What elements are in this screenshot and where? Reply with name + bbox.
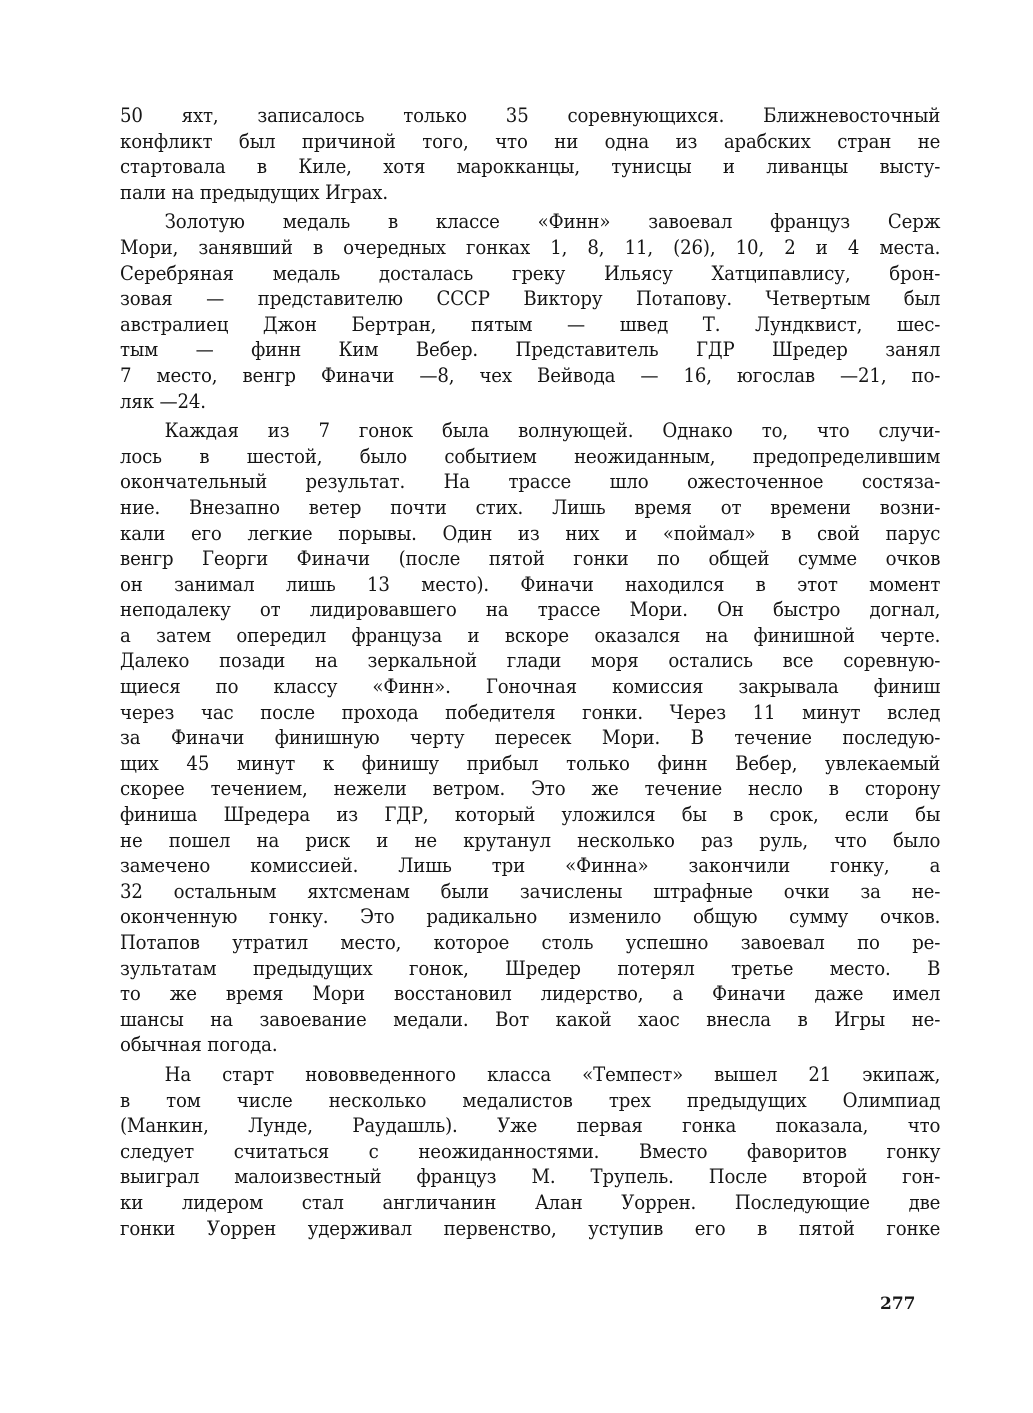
text-line: щиеся по классу «Финн». Гоночная комиссия закрывала финиш <box>120 675 941 699</box>
text-line: австралиец Джон Бертран, пятым — швед Т. Лундквист, шес- <box>120 312 941 336</box>
text-line: скорее течением, нежели ветром. Это же течение несло в сторону <box>120 777 941 801</box>
paragraph-4 <box>120 1062 940 1241</box>
text-line: неподалеку от лидировавшего на трассе Мори. Он быстро догнал, <box>120 598 941 622</box>
text-line: замечено комиссией. Лишь три «Финна» закончили гонку, а <box>120 854 941 878</box>
text-line: Золотую медаль в классе «Финн» завоевал француз Серж <box>164 210 941 234</box>
text-line: шансы на завоевание медали. Вот какой хаос внесла в Игры не- <box>120 1007 941 1031</box>
text-line: выиграл малоизвестный француз М. Трупель. После второй гон- <box>120 1165 941 1189</box>
text-line: в том числе несколько медалистов трех предыдущих Олимпиад <box>120 1088 941 1112</box>
text-line: стартовала в Киле, хотя марокканцы, тунисцы и ливанцы высту- <box>120 155 941 179</box>
text-line: финиша Шредера из ГДР, который уложился бы в срок, если бы <box>120 803 941 827</box>
text-line: венгр Георги Финачи (после пятой гонки по общей сумме очков <box>120 547 941 571</box>
text-line: окончательный результат. На трассе шло ожесточенное состяза- <box>120 470 941 494</box>
text-line: 7 место, венгр Финачи —8, чех Вейвода — 16, югослав —21, по- <box>120 363 941 387</box>
text-line: гонки Уоррен удерживал первенство, уступив его в пятой гонке <box>120 1216 941 1240</box>
text-line: Мори, занявший в очередных гонках 1, 8, 11, (26), 10, 2 и 4 места. <box>120 235 941 259</box>
text-line: тым — финн Ким Вебер. Представитель ГДР Шредер занял <box>120 338 941 362</box>
text-line: то же время Мори восстановил лидерство, а Финачи даже имел <box>120 982 941 1006</box>
text-line: конфликт был причиной того, что ни одна из арабских стран не <box>120 129 941 153</box>
text-line: оконченную гонку. Это радикально изменило общую сумму очков. <box>120 905 941 929</box>
text-line: Далеко позади на зеркальной глади моря остались все соревную- <box>120 649 941 673</box>
paragraph-2 <box>120 209 940 414</box>
text-line: за Финачи финишную черту пересек Мори. В течение последую- <box>120 726 941 750</box>
text-line: Потапов утратил место, которое столь успешно завоевал по ре- <box>120 931 941 954</box>
text-line: зовая — представителю СССР Виктору Потапову. Четвертым был <box>120 287 941 311</box>
paragraph-3 <box>120 418 940 1058</box>
text-line: 50 яхт, записалось только 35 соревнующихся. Ближневосточный <box>120 104 941 127</box>
page-number: 277 <box>880 1294 916 1314</box>
text-line: Каждая из 7 гонок была волнующей. Однако то, что случи- <box>164 419 941 443</box>
text-line: через час после прохода победителя гонки. Через 11 минут вслед <box>120 700 941 724</box>
text-line: На старт нововведенного класса «Темпест» вышел 21 экипаж, <box>164 1062 941 1086</box>
text-line: щих 45 минут к финишу прибыл только финн Вебер, увлекаемый <box>120 751 941 775</box>
text-line: лось в шестой, было событием неожиданным, предопределившим <box>120 444 941 468</box>
text-line: он занимал лишь 13 место). Финачи находился в этот момент <box>120 572 941 596</box>
text-line: ки лидером стал англичанин Алан Уоррен. Последующие две <box>120 1190 941 1214</box>
text-line: кали его легкие порывы. Один из них и «поймал» в свой парус <box>120 521 941 545</box>
text-line: а затем опередил француза и вскоре оказался на финишной черте. <box>120 623 941 647</box>
text-line: ляк —24. <box>120 389 206 413</box>
text-line: следует считаться с неожиданностями. Вместо фаворитов гонку <box>120 1139 941 1163</box>
text-line: обычная погода. <box>120 1033 278 1057</box>
page-body <box>120 103 940 1241</box>
text-line: зультатам предыдущих гонок, Шредер потерял третье место. В <box>120 956 941 980</box>
text-line: ние. Внезапно ветер почти стих. Лишь время от времени возни- <box>120 495 941 519</box>
text-line: 32 остальным яхтсменам были зачислены штрафные очки за не- <box>120 879 941 903</box>
text-line: пали на предыдущих Играх. <box>120 180 388 204</box>
paragraph-1 <box>120 103 940 205</box>
text-line: (Манкин, Лунде, Раудашль). Уже первая гонка показала, что <box>120 1114 941 1138</box>
text-line: Серебряная медаль досталась греку Ильясу Хатципавлису, брон- <box>120 261 941 285</box>
text-line: не пошел на риск и не крутанул несколько раз руль, что было <box>120 828 941 852</box>
